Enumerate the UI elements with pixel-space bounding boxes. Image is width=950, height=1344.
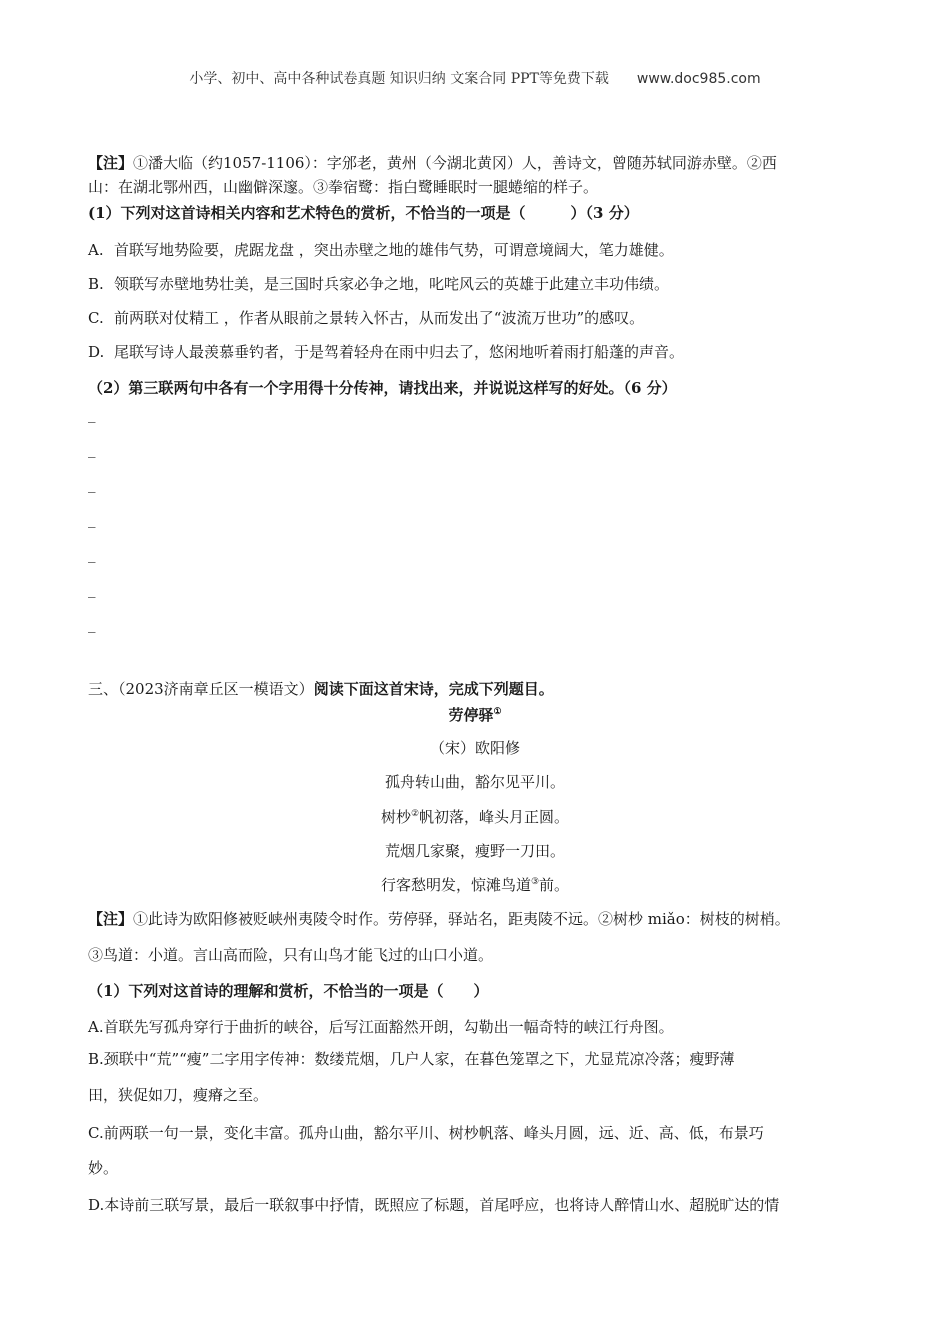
header-text: 小学、初中、高中各种试卷真题 知识归纳 文案合同 PPT等免费下载: [189, 71, 609, 87]
footnote-marker: ①: [493, 707, 502, 717]
sec2-note-line-1: [88, 152, 777, 174]
sec2-question-2: （2）第三联两句中各有一个字用得十分传神，请找出来，并说说这样写的好处。（6 分）: [88, 379, 677, 397]
sec3-question-1: （1）下列对这首诗的理解和赏析，不恰当的一项是（ ）: [88, 982, 489, 1000]
sec3-note-line-1: [88, 908, 790, 930]
option-letter: D.: [88, 343, 105, 361]
option-letter: A.: [88, 241, 104, 259]
sec3-option-d-line-1: D.本诗前三联写景，最后一联叙事中抒情，既照应了标题，首尾呼应，也将诗人醉情山水、超脱旷达的情: [88, 1196, 780, 1214]
answer-line[interactable]: _: [88, 440, 96, 458]
note-tag: 【注】: [88, 154, 134, 172]
poem-text: 帆初落，峰头月正圆。: [419, 808, 570, 826]
answer-line[interactable]: _: [88, 615, 96, 633]
sec3-option-c-line-2: 妙。: [88, 1159, 119, 1177]
sec3-heading-source: 三、（2023济南章丘区一模语文）: [88, 680, 314, 698]
sec3-option-b-line-1: B.颈联中“荒”“瘦”二字用字传神：数缕荒烟，几户人家，在暮色笼罩之下，尤显荒凉冷落；瘦野薄: [88, 1050, 735, 1068]
option-text: 尾联写诗人最羡慕垂钓者，于是驾着轻舟在雨中归去了，悠闲地听着雨打船蓬的声音。: [114, 343, 685, 361]
option-letter: B.: [88, 275, 104, 293]
sec2-note-line-2: 山：在湖北鄂州西，山幽僻深邃。③拳宿鹭：指白鹭睡眠时一腿蜷缩的样子。: [88, 178, 599, 196]
poem-line-1: 孤舟转山曲，豁尔见平川。: [384, 773, 565, 791]
option-text: 领联写赤壁地势壮美，是三国时兵家必争之地，叱咤风云的英雄于此建立丰功伟绩。: [114, 275, 670, 293]
sec3-note-line-2: ③鸟道：小道。言山高而险，只有山鸟才能飞过的山口小道。: [88, 946, 494, 964]
note-tag: 【注】: [88, 910, 134, 928]
sec3-option-a: A.首联先写孤舟穿行于曲折的峡谷，后写江面豁然开朗，勾勒出一幅奇特的峡江行舟图。: [88, 1018, 674, 1036]
poem-author: （宋）欧阳修: [429, 739, 520, 757]
poem-line-2: [0, 806, 950, 827]
answer-line[interactable]: _: [88, 510, 96, 528]
poem-line-3: 荒烟几家聚，瘦野一刀田。: [384, 842, 565, 860]
sec3-option-b-line-2: 田，狭促如刀，瘦瘠之至。: [88, 1086, 269, 1104]
poem-title-text: 劳停驿: [448, 706, 494, 724]
answer-line[interactable]: _: [88, 545, 96, 563]
poem-text: 树杪: [380, 808, 411, 826]
answer-line[interactable]: _: [88, 580, 96, 598]
option-letter: C.: [88, 309, 104, 327]
footnote-marker: ②: [410, 809, 420, 819]
note-text: ①此诗为欧阳修被贬峡州夷陵令时作。劳停驿，驿站名，距夷陵不远。②树杪 miǎo：树枝的树梢。: [133, 910, 790, 928]
sec3-option-c-line-1: C.前两联一句一景，变化丰富。孤舟山曲，豁尔平川、树杪帆落、峰头月圆，远、近、高、低，布景巧: [88, 1124, 764, 1142]
sec2-question-1: (1）下列对这首诗相关内容和艺术特色的赏析，不恰当的一项是（ ）（3 分）: [88, 204, 639, 222]
sec2-option-c: [88, 307, 644, 328]
note-text: ①潘大临（约1057-1106）：字邠老，黄州（今湖北黄冈）人，善诗文，曾随苏轼同游赤壁。②西: [133, 154, 777, 172]
header-site: www.doc985.com: [636, 71, 761, 87]
option-text: 前两联对仗精工 ，作者从眼前之景转入怀古，从而发出了“波流万世功”的感叹。: [114, 309, 645, 327]
page-header: [0, 68, 950, 88]
answer-line[interactable]: _: [88, 475, 96, 493]
sec3-heading: [88, 678, 554, 700]
sec2-option-a: [88, 239, 674, 260]
poem-line-4: [0, 874, 950, 895]
sec2-option-d: [88, 341, 684, 362]
poem-title: [0, 704, 950, 725]
answer-line[interactable]: _: [88, 405, 96, 423]
footnote-marker: ③: [530, 877, 540, 887]
poem-text: 前。: [539, 876, 570, 894]
poem-text: 行客愁明发，惊滩鸟道: [380, 876, 531, 894]
sec3-heading-instruction: 阅读下面这首宋诗，完成下列题目。: [313, 680, 554, 698]
option-text: 首联写地势险要，虎踞龙盘 ，突出赤壁之地的雄伟气势，可谓意境阔大，笔力雄健。: [114, 241, 674, 259]
sec2-option-b: [88, 273, 669, 294]
